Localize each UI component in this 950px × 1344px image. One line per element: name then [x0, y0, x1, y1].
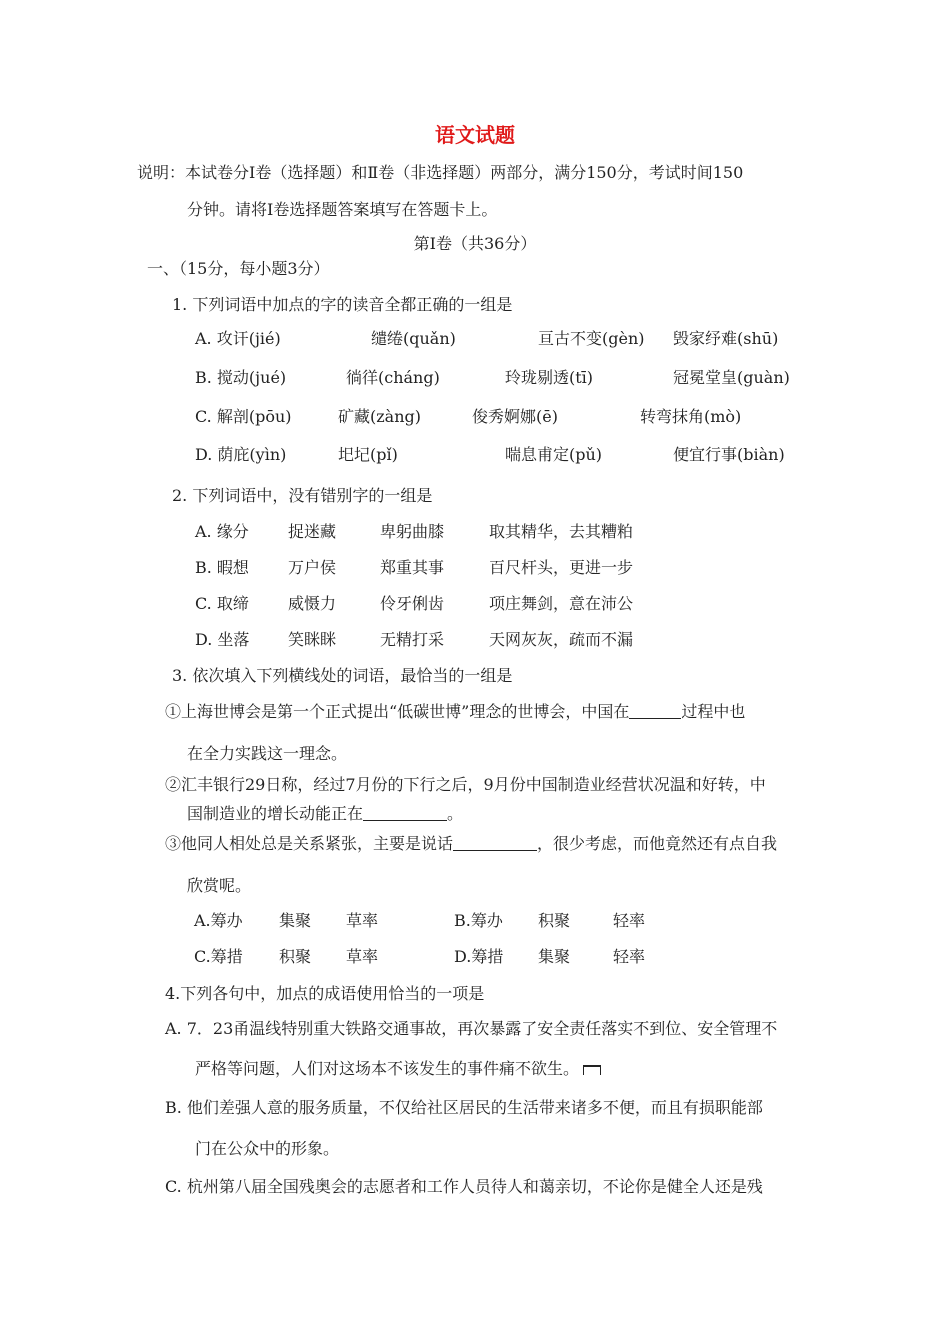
part-heading: 一、（15分，每小题3分） [147, 259, 330, 278]
q2-option-b-4: 百尺杆头，更进一步 [489, 558, 634, 577]
q3-sentence-2-part-c: 。 [447, 804, 464, 823]
q2-option-d-1: D. 坐落 [195, 630, 250, 649]
option-b-item-1: B. 搅动(jué) [195, 368, 287, 387]
q2-option-d-3: 无精打采 [380, 630, 445, 649]
q3-option-b-3: 轻率 [613, 911, 646, 930]
question-1-stem: 1. 下列词语中加点的字的读音全都正确的一组是 [172, 295, 513, 314]
q3-option-d-1: D.筹措 [454, 947, 504, 966]
q2-option-d-2: 笑眯眯 [288, 630, 337, 649]
q2-option-a-3: 卑躬曲膝 [380, 522, 445, 541]
q3-option-b-2: 积聚 [538, 911, 571, 930]
q3-sentence-1 [165, 701, 745, 723]
q3-option-a-2: 集聚 [279, 911, 312, 930]
q2-option-c-4: 项庄舞剑，意在沛公 [489, 594, 634, 613]
q3-option-c-2: 积聚 [279, 947, 312, 966]
q3-option-a-3: 草率 [346, 911, 379, 930]
intro-line-2: 分钟。请将Ⅰ卷选择题答案填写在答题卡上。 [187, 200, 498, 219]
q3-option-b-1: B.筹办 [454, 911, 503, 930]
q4-option-c-line-1: C. 杭州第八届全国残奥会的志愿者和工作人员待人和蔼亲切，不论你是健全人还是残 [165, 1177, 763, 1196]
option-c-item-2: 矿藏(zàng) [338, 407, 422, 426]
q2-option-c-1: C. 取缔 [195, 594, 249, 613]
option-a-item-2: 缱绻(quǎn) [371, 329, 456, 348]
q3-sentence-3-part-a: ③他同人相处总是关系紧张，主要是说话 [165, 834, 454, 853]
question-3-stem: 3. 依次填入下列横线处的词语，最恰当的一组是 [172, 666, 513, 685]
option-d-item-3: 喘息甫定(pǔ) [505, 445, 603, 464]
option-b-item-4: 冠冕堂皇(guàn) [673, 368, 790, 387]
section-title: 第Ⅰ卷（共36分） [413, 234, 537, 253]
page-title: 语文试题 [435, 123, 515, 147]
option-a-item-1: A. 攻讦(jié) [195, 329, 281, 348]
option-a-item-3: 亘古不变(gèn) [538, 329, 645, 348]
q2-option-b-3: 郑重其事 [380, 558, 445, 577]
option-c-item-1: C. 解剖(pōu) [195, 407, 292, 426]
fill-blank-2 [363, 804, 447, 821]
q3-sentence-2-part-b: 国制造业的增长动能正在 [187, 804, 364, 823]
fill-blank-3 [453, 834, 537, 851]
q2-option-a-2: 捉迷藏 [288, 522, 337, 541]
q3-option-c-3: 草率 [346, 947, 379, 966]
q3-option-d-3: 轻率 [613, 947, 646, 966]
option-c-item-4: 转弯抹角(mò) [640, 407, 742, 426]
q3-option-a-1: A.筹办 [194, 911, 243, 930]
q2-option-c-3: 伶牙俐齿 [380, 594, 445, 613]
q2-option-c-2: 威慑力 [288, 594, 337, 613]
q3-sentence-1-cont: 在全力实践这一理念。 [187, 744, 348, 763]
q3-sentence-2: ②汇丰银行29日称，经过7月份的下行之后，9月份中国制造业经营状况温和好转，中 [165, 775, 766, 794]
q2-option-a-1: A. 缘分 [195, 522, 249, 541]
q4-option-b-line-2: 门在公众中的形象。 [195, 1139, 340, 1158]
fill-blank-1 [629, 702, 681, 719]
question-4-stem: 4.下列各句中，加点的成语使用恰当的一项是 [165, 984, 485, 1003]
q4-option-a-line-1: A. 7．23甬温线特别重大铁路交通事故，再次暴露了安全责任落实不到位、安全管理不 [165, 1019, 778, 1038]
q3-sentence-1-part-a: ①上海世博会是第一个正式提出“低碳世博”理念的世博会，中国在 [165, 702, 630, 721]
q2-option-b-1: B. 暇想 [195, 558, 249, 577]
q4-option-a-text: 严格等问题，人们对这场本不该发生的事件痛不欲生。 [195, 1059, 580, 1078]
q3-sentence-1-part-b: 过程中也 [681, 702, 746, 721]
q4-option-a-line-2 [195, 1058, 601, 1080]
bracket-mark-icon [583, 1065, 601, 1075]
option-b-item-3: 玲珑剔透(tī) [505, 368, 594, 387]
q3-sentence-3 [165, 833, 777, 855]
option-d-item-4: 便宜行事(biàn) [673, 445, 785, 464]
question-2-stem: 2. 下列词语中，没有错别字的一组是 [172, 486, 433, 505]
q4-option-b-line-1: B. 他们差强人意的服务质量，不仅给社区居民的生活带来诸多不便，而且有损职能部 [165, 1098, 763, 1117]
q3-sentence-2-cont [187, 803, 463, 825]
q2-option-a-4: 取其精华，去其糟粕 [489, 522, 634, 541]
q2-option-b-2: 万户侯 [288, 558, 337, 577]
q3-sentence-3-part-b: ，很少考虑，而他竟然还有点自我 [537, 834, 778, 853]
option-a-item-4: 毁家纾难(shū) [673, 329, 779, 348]
q2-option-d-4: 天网灰灰，疏而不漏 [489, 630, 634, 649]
q3-option-c-1: C.筹措 [194, 947, 243, 966]
q3-sentence-3-cont: 欣赏呢。 [187, 876, 252, 895]
q3-option-d-2: 集聚 [538, 947, 571, 966]
option-d-item-1: D. 荫庇(yìn) [195, 445, 287, 464]
option-b-item-2: 徜徉(cháng) [346, 368, 440, 387]
intro-line-1: 说明：本试卷分Ⅰ卷（选择题）和Ⅱ卷（非选择题）两部分，满分150分，考试时间150 [137, 163, 744, 182]
option-c-item-3: 俊秀婀娜(ē) [472, 407, 558, 426]
option-d-item-2: 圯圮(pǐ) [338, 445, 398, 464]
